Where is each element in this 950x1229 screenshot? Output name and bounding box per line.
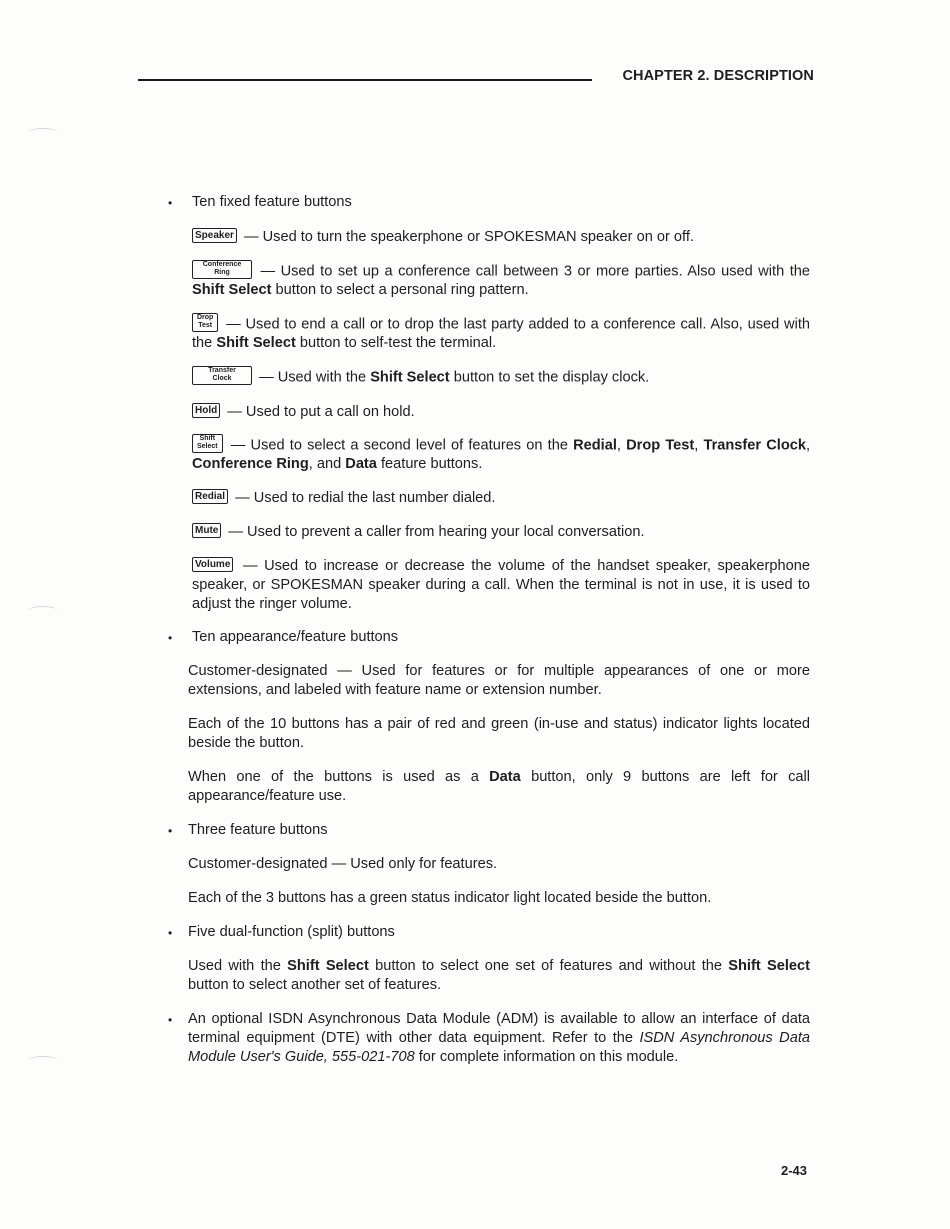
scan-mark — [28, 606, 58, 615]
transfer-desc-2: button to set the display clock. — [449, 369, 650, 386]
shift-sep: , and — [308, 456, 346, 473]
shift-bold-drop-test: Drop Test — [626, 437, 695, 454]
key-line: Test — [198, 322, 213, 329]
key-line: Clock — [212, 375, 232, 382]
shift-sep: , — [694, 437, 704, 454]
conference-desc-2: button to select a personal ring pattern. — [271, 282, 529, 299]
shift-select-item — [192, 436, 810, 474]
scan-mark — [28, 1056, 58, 1065]
mute-item — [192, 523, 810, 542]
bold-text: Shift Select — [728, 958, 810, 974]
section-heading: Ten appearance/feature buttons — [192, 629, 399, 645]
bullet: • — [168, 824, 173, 838]
speaker-desc: — Used to turn the speakerphone or SPOKESMAN speaker on or off. — [243, 229, 694, 245]
hold-key-icon: Hold — [192, 403, 220, 418]
scan-mark — [28, 128, 58, 137]
bullet: • — [168, 926, 173, 940]
drop-desc-1: — Used to end a call or to drop the last party added to a conference call. Also, used with the — [192, 316, 811, 352]
adm-paragraph — [188, 1010, 810, 1067]
drop-desc-bold: Shift Select — [216, 335, 296, 352]
transfer-clock-key-icon — [192, 366, 252, 385]
bullet: • — [168, 1013, 173, 1027]
text: for complete information on this module. — [414, 1049, 679, 1065]
three-paragraph-1: Customer-designated — Used only for features. — [188, 856, 498, 872]
hold-item — [192, 403, 810, 422]
key-line: Conference — [202, 261, 242, 268]
shift-bold-data: Data — [345, 456, 377, 473]
text: Used with the — [188, 958, 288, 974]
speaker-item — [192, 228, 810, 247]
redial-key-icon: Redial — [192, 489, 228, 504]
key-line: Shift — [199, 435, 216, 442]
text: When one of the buttons is used as a — [188, 769, 490, 785]
mute-desc: — Used to prevent a caller from hearing your local conversation. — [228, 524, 645, 540]
text: button to select one set of features and without the — [368, 958, 729, 974]
bold-text: Data — [489, 769, 521, 785]
bold-text: Shift Select — [287, 958, 369, 974]
key-line: Select — [197, 443, 218, 450]
speaker-key-icon: Speaker — [192, 228, 237, 243]
three-paragraph-2: Each of the 3 buttons has a green status indicator light located beside the button. — [188, 890, 712, 906]
shift-bold-conference-ring: Conference Ring — [192, 456, 309, 473]
text: button, only 9 buttons are left for call appearance/feature use. — [188, 769, 810, 804]
volume-key-icon: Volume — [192, 557, 233, 572]
shift-desc-2: feature buttons. — [376, 456, 483, 473]
conference-desc-bold: Shift Select — [192, 282, 272, 299]
transfer-desc-1: — Used with the — [259, 369, 371, 386]
drop-test-item — [192, 315, 810, 353]
header-rule — [138, 79, 592, 81]
appearance-paragraph-3 — [188, 768, 810, 806]
appearance-paragraph-1: Customer-designated — Used for features or for multiple appearances of one or more extensions, and labeled with feature name or extension number. — [188, 663, 810, 698]
transfer-desc-bold: Shift Select — [370, 369, 450, 386]
appearance-paragraph-2: Each of the 10 buttons has a pair of red and green (in-use and status) indicator lights located beside the button. — [188, 716, 810, 751]
mute-key-icon: Mute — [192, 523, 221, 538]
shift-select-key-icon — [192, 434, 223, 453]
drop-desc-2: button to self-test the terminal. — [295, 335, 497, 352]
key-line: Ring — [214, 269, 230, 276]
shift-sep: , — [616, 437, 627, 454]
section-heading: Three feature buttons — [188, 822, 328, 838]
volume-desc: — Used to increase or decrease the volume of the handset speaker, speakerphone speaker, or SPOKESMAN speaker during a call. When the terminal is not in use, it is used to adjust the ringer volume. — [192, 558, 810, 612]
volume-item — [192, 557, 810, 614]
bullet: • — [168, 631, 173, 645]
key-line: Transfer — [208, 367, 236, 374]
shift-sep: , — [805, 437, 811, 454]
page-number: 2-43 — [780, 1163, 807, 1178]
shift-bold-redial: Redial — [573, 437, 617, 454]
conference-item — [192, 262, 810, 300]
redial-item — [192, 489, 810, 508]
redial-desc: — Used to redial the last number dialed. — [235, 490, 496, 506]
text: An optional ISDN Asynchronous Data Module (ADM) is available to allow an interface of data terminal equipment (DTE) with other data equipment. Refer to the — [188, 1011, 810, 1046]
text: button to select another set of features. — [188, 977, 442, 993]
shift-desc-1: — Used to select a second level of features on the — [230, 437, 574, 454]
section-heading: Ten fixed feature buttons — [192, 194, 352, 210]
shift-bold-transfer-clock: Transfer Clock — [703, 437, 806, 454]
italic-text: ISDN Asynchronous Data Module User's Guide, 555-021-708 — [188, 1030, 810, 1065]
hold-desc: — Used to put a call on hold. — [227, 404, 415, 420]
key-line: Drop — [197, 314, 214, 321]
conference-desc-1: — Used to set up a conference call between 3 or more parties. Also used with the — [260, 263, 810, 280]
conference-ring-key-icon — [192, 260, 252, 279]
drop-test-key-icon — [192, 313, 218, 332]
transfer-clock-item — [192, 368, 810, 387]
bullet: • — [168, 196, 173, 210]
five-paragraph-1 — [188, 957, 810, 995]
section-heading: Five dual-function (split) buttons — [188, 924, 395, 940]
chapter-title: CHAPTER 2. DESCRIPTION — [622, 68, 814, 84]
